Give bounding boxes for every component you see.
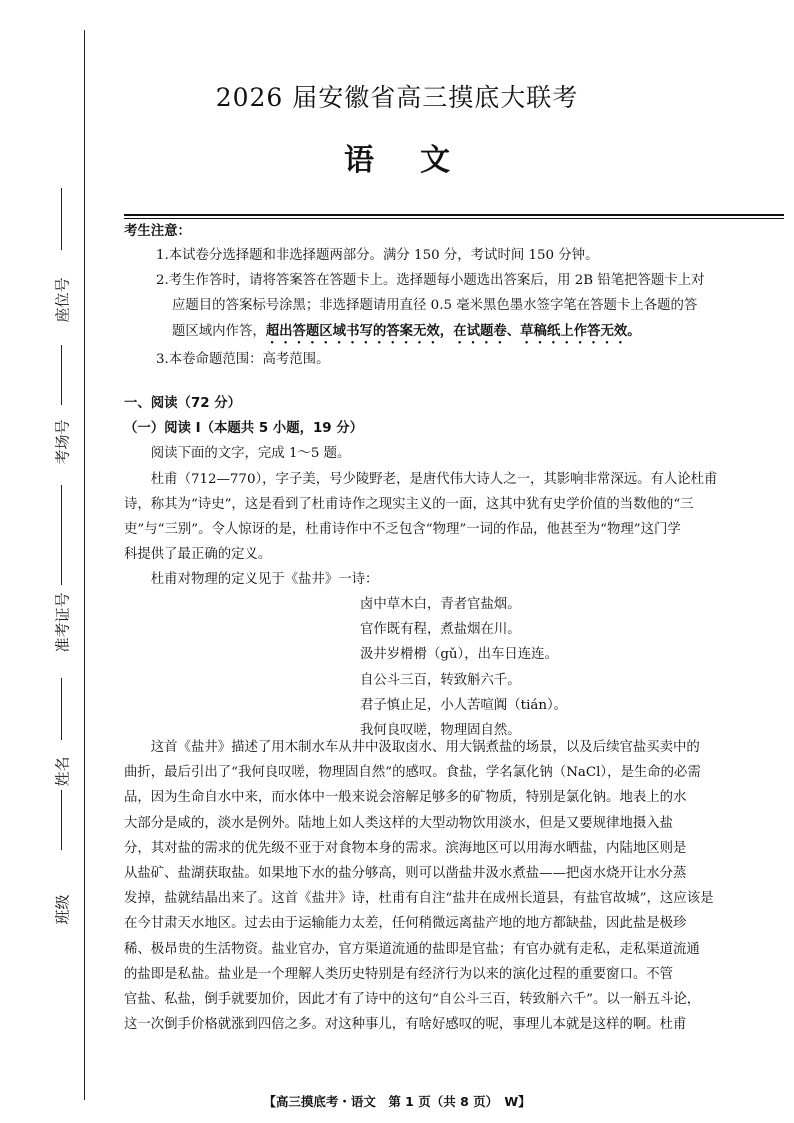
- notice-item-2-emphasis: 超出答题区域书写的答案无效，在试题卷、草稿纸上作答无效。: [265, 323, 641, 339]
- ticket-number-label: 准考证号: [53, 592, 72, 653]
- notice-item-2-line-3: [156, 319, 784, 347]
- passage-p3-line: 发掉，盐就结晶出来了。这首《盐井》诗，杜甫有自注“盐井在成州长道县，有盐官故城”，这应该是: [124, 891, 714, 907]
- exam-title: 2026 届安徽省高三摸底大联考: [215, 83, 579, 112]
- poem-block: [360, 592, 567, 743]
- passage-p3: [124, 735, 784, 1037]
- name-label: 姓名: [53, 756, 72, 787]
- poem-line: 汲井岁榾榾（gǔ），出车日连连。: [360, 647, 558, 663]
- name-write-line: [61, 678, 62, 740]
- room-write-line: [61, 345, 62, 405]
- passage-p3-line: 分，其对盐的需求的优先级不亚于对食物本身的需求。滨海地区可以用海水晒盐，内陆地区则是: [124, 840, 687, 856]
- notice-item-2-line-2: 应题目的答案标号涂黑；非选择题请用直径 0.5 毫米黑色墨水签字笔在答题卡上各题的答: [172, 298, 698, 314]
- class-label: 班级: [53, 894, 72, 925]
- passage-p3-line: 这一次倒手价格就涨到四倍之多。对这种事儿，有啥好感叹的呢，事理儿本就是这样的啊。杜甫: [124, 1017, 687, 1033]
- notice-heading: 考生注意：: [124, 224, 191, 239]
- section-block: [124, 391, 784, 593]
- poem-line: 君子慎止足，小人苦喧阗（tián）。: [360, 697, 568, 713]
- passage-p2: 杜甫对物理的定义见于《盐井》一诗：: [150, 572, 379, 588]
- header-rule-thick: [124, 214, 784, 216]
- notice-item-2-line-1: 2.考生作答时，请将答案答在答题卡上。选择题每小题选出答案后，用 2B 铅笔把答题卡上对: [156, 273, 705, 289]
- passage-p3-line: 的盐即是私盐。盐业是一个理解人类历史特别是有经济行为以来的演化过程的重要窗口。不管: [124, 966, 674, 982]
- ticket-write-line: [61, 485, 62, 585]
- passage-p1-line-3: 吏”与“三别”。令人惊讶的是，杜甫诗作中不乏包含“物理”一词的作品，他甚至为“物理”这门学: [124, 522, 681, 538]
- passage-p3-line: 品，因为生命自水中来，而水体中一般来说会溶解足够多的矿物质，特别是氯化钠。地表上的水: [124, 790, 687, 806]
- notice-item-2-plain: 题区域内作答，: [172, 323, 266, 339]
- passage-p1-line-1: 杜甫（712—770），字子美，号少陵野老，是唐代伟大诗人之一，其影响非常深远。有人论杜甫: [150, 471, 718, 487]
- poem-line: 卤中草木白，青者官盐烟。: [360, 597, 521, 612]
- seat-write-line: [61, 188, 62, 250]
- binding-margin-line: [84, 30, 85, 1100]
- notice-item-1: 1.本试卷分选择题和非选择题两部分。满分 150 分，考试时间 150 分钟。: [156, 248, 599, 263]
- passage-p3-line: 在今甘肃天水地区。过去由于运输能力太差，任何稍微远离盐产地的地方都缺盐，因此盐是极珍: [124, 916, 687, 932]
- passage-p3-line: 大部分是咸的，淡水是例外。陆地上如人类这样的大型动物饮用淡水，但是又要规律地摄入盐: [124, 815, 674, 831]
- poem-line: 我何良叹嗟，物理固自然。: [360, 722, 521, 738]
- header-rule-thin: [124, 218, 784, 219]
- part-1-sub-heading: （一）阅读 Ⅰ（本题共 5 小题，19 分）: [124, 421, 364, 437]
- reading-instruction: 阅读下面的文字，完成 1～5 题。: [150, 446, 351, 462]
- passage-p3-line: 这首《盐井》描述了用木制水车从井中汲取卤水、用大锅煮盐的场景，以及后续官盐买卖中的: [150, 740, 700, 755]
- seat-number-label: 座位号: [53, 277, 72, 323]
- room-number-label: 考场号: [53, 419, 72, 465]
- passage-p3-line: 曲折，最后引出了“我何良叹嗟，物理固自然”的感叹。食盐，学名氯化钠（NaCl），是生命的必需: [124, 765, 701, 781]
- passage-p3-line: 稀、极昂贵的生活物资。盐业官办，官方渠道流通的盐即是官盐；有官办就有走私，走私渠道流通: [124, 941, 700, 957]
- class-write-line: [61, 790, 62, 850]
- notice-item-3: 3.本卷命题范围：高考范围。: [156, 351, 330, 367]
- passage-p1-line-4: 科提供了最正确的定义。: [124, 547, 272, 563]
- page-footer: 【高三摸底考・语文 第 1 页（共 8 页） W】: [263, 1094, 531, 1109]
- passage-p3-line: 官盐、私盐，倒手就要加价，因此才有了诗中的这句“自公斗三百，转致斛六千”。以一斛五斗论，: [124, 992, 701, 1008]
- poem-line: 自公斗三百，转致斛六千。: [360, 672, 521, 688]
- passage-p3-line: 从盐矿、盐湖获取盐。如果地下水的盐分够高，则可以凿盐井汲水煮盐——把卤水烧开让水分蒸: [124, 866, 687, 882]
- notice-list: [156, 243, 784, 372]
- part-1-heading: 一、阅读（72 分）: [124, 396, 242, 411]
- passage-p1-line-2: 诗，称其为“诗史”，这是看到了杜甫诗作之现实主义的一面，这其中犹有史学价值的当数他的“三: [124, 496, 694, 512]
- poem-line: 官作既有程，煮盐烟在川。: [360, 622, 521, 638]
- subject-title: 语文: [344, 143, 496, 178]
